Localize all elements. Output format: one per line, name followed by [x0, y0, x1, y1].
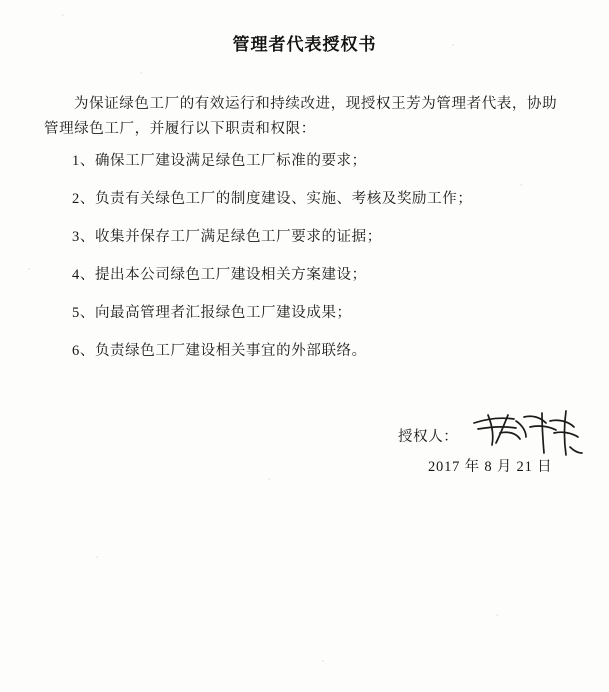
handwritten-signature-mark [470, 403, 585, 459]
lead-paragraph: 为保证绿色工厂的有效运行和持续改进，现授权王芳为管理者代表，协助管理绿色工厂，并履行以下职责和权限： [44, 96, 558, 137]
list-item: 3、收集并保存工厂满足绿色工厂要求的证据； [72, 229, 382, 245]
scan-speck [28, 268, 30, 270]
document-body [44, 92, 572, 378]
scan-speck [496, 614, 498, 616]
scan-speck [62, 14, 64, 16]
scan-speck [140, 72, 142, 74]
list-item: 4、提出本公司绿色工厂建设相关方案建设； [72, 267, 367, 283]
scan-speck [322, 660, 324, 662]
list-item: 1、确保工厂建设满足绿色工厂标准的要求； [72, 153, 367, 169]
scan-speck [96, 556, 98, 558]
list-item: 5、向最高管理者汇报绿色工厂建设成果； [72, 305, 352, 321]
signature-label: 授权人： [398, 429, 459, 445]
signature-block [330, 415, 560, 475]
signature-date: 2017 年 8 月 21 日 [428, 459, 553, 475]
list-item: 6、负责绿色工厂建设相关事宜的外部联络。 [72, 343, 367, 359]
list-item: 2、负责有关绿色工厂的制度建设、实施、考核及奖励工作； [72, 191, 473, 207]
document-title: 管理者代表授权书 [232, 35, 377, 54]
signature-row [330, 415, 560, 451]
scan-speck [268, 478, 270, 480]
duty-list [44, 150, 572, 362]
